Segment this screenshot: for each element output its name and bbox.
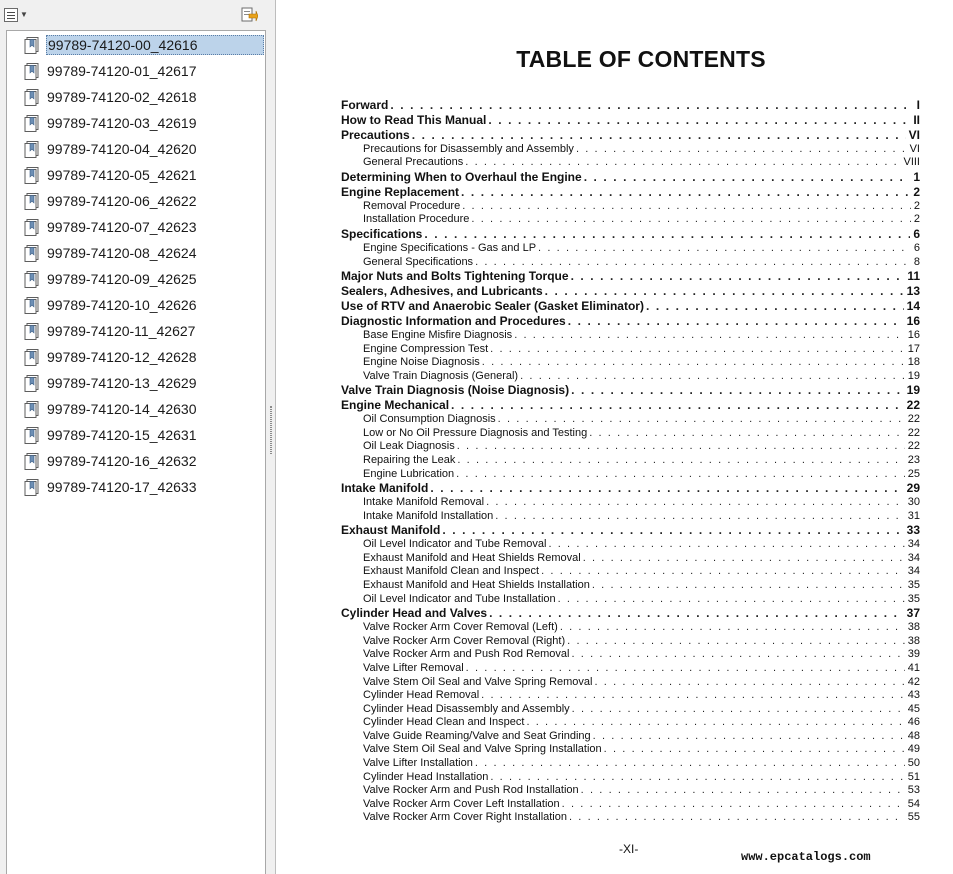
bookmark-page-icon xyxy=(23,348,41,366)
toc-entry-title: Engine Noise Diagnosis xyxy=(363,356,480,369)
toc-entry-page: II xyxy=(913,112,920,127)
toc-subsection-entry[interactable] xyxy=(341,329,920,343)
toc-dot-leader xyxy=(571,383,904,398)
toc-entry-page: 48 xyxy=(907,729,920,742)
toc-dot-leader xyxy=(548,538,904,552)
toc-dot-leader xyxy=(462,200,911,214)
toc-dot-leader xyxy=(456,468,905,482)
toc-dot-leader xyxy=(481,689,905,703)
toc-entry-page: 39 xyxy=(907,648,920,661)
toc-entry-title: Valve Lifter Removal xyxy=(363,661,464,674)
toc-entry-page: 35 xyxy=(907,579,920,591)
toc-entry-title: Exhaust Manifold xyxy=(341,523,441,538)
toc-dot-leader xyxy=(475,757,905,771)
toc-entry-page: 54 xyxy=(907,797,920,810)
toc-subsection-entry[interactable] xyxy=(341,510,920,524)
toc-dot-leader xyxy=(488,113,910,128)
bookmark-page-icon xyxy=(23,452,41,470)
toc-entry-page: 22 xyxy=(907,426,920,439)
bookmark-page-icon xyxy=(23,374,41,392)
toc-section-entry[interactable] xyxy=(341,398,920,413)
toc-subsection-entry[interactable] xyxy=(341,662,920,676)
toc-section-entry[interactable] xyxy=(341,128,920,143)
toc-section-entry[interactable] xyxy=(341,98,920,113)
bookmark-item[interactable] xyxy=(23,242,266,264)
toc-dot-leader xyxy=(465,156,900,170)
toc-entry-title: Engine Replacement xyxy=(341,184,460,199)
toc-entry-title: Exhaust Manifold Clean and Inspect xyxy=(363,565,540,578)
toc-subsection-entry[interactable] xyxy=(341,370,920,384)
toc-entry-page: 37 xyxy=(906,606,920,621)
toc-entry-page: 19 xyxy=(906,383,920,398)
bookmark-label: 99789-74120-13_42629 xyxy=(47,375,197,391)
toc-entry-page: 23 xyxy=(907,453,920,466)
toc-subsection-entry[interactable] xyxy=(341,413,920,427)
toc-dot-leader xyxy=(471,213,910,227)
toc-entry-title: Major Nuts and Bolts Tightening Torque xyxy=(341,269,569,284)
toc-entry-page: 29 xyxy=(906,481,920,496)
bookmark-page-icon xyxy=(23,166,41,184)
toc-dot-leader xyxy=(592,579,905,593)
toc-section-entry[interactable] xyxy=(341,227,920,242)
bookmark-page-icon xyxy=(23,140,41,158)
toc-dot-leader xyxy=(562,798,905,812)
toc-entry-title: Cylinder Head and Valves xyxy=(341,606,488,621)
bookmark-page-icon xyxy=(23,36,41,54)
toc-subsection-entry[interactable] xyxy=(341,552,920,566)
bookmark-item[interactable] xyxy=(23,294,266,316)
toc-section-entry[interactable] xyxy=(341,383,920,398)
toc-entry-title: Cylinder Head Removal xyxy=(363,689,480,702)
toc-subsection-entry[interactable] xyxy=(341,579,920,593)
toc-entry-page: 22 xyxy=(907,413,920,426)
toc-dot-leader xyxy=(589,427,905,441)
bookmark-item[interactable] xyxy=(23,450,266,472)
bookmark-page-icon xyxy=(23,218,41,236)
toc-subsection-entry[interactable] xyxy=(341,743,920,757)
toc-dot-leader xyxy=(538,242,911,256)
toc-dot-leader xyxy=(593,730,905,744)
toc-entry-title: Precautions for Disassembly and Assembly xyxy=(363,142,574,155)
toc-entry-title: Oil Leak Diagnosis xyxy=(363,440,455,453)
bookmark-page-icon xyxy=(23,400,41,418)
bookmark-label: 99789-74120-10_42626 xyxy=(47,297,197,313)
toc-entry-page: 53 xyxy=(907,784,920,797)
toc-entry-title: Valve Rocker Arm and Push Rod Installation xyxy=(363,784,579,797)
toc-dot-leader xyxy=(576,143,907,157)
toc-dot-leader xyxy=(390,98,913,113)
bookmark-label: 99789-74120-17_42633 xyxy=(47,479,197,495)
toc-entry-title: Valve Train Diagnosis (General) xyxy=(363,369,519,382)
toc-dot-leader xyxy=(495,510,905,524)
toc-subsection-entry[interactable] xyxy=(341,565,920,579)
toc-section-entry[interactable] xyxy=(341,523,920,538)
toc-entry-page: 2 xyxy=(913,199,920,212)
toc-section-entry[interactable] xyxy=(341,481,920,496)
options-menu-icon xyxy=(4,8,18,22)
toc-entry-page: 31 xyxy=(907,509,920,522)
toc-entry-page: 2 xyxy=(913,184,920,199)
bookmark-item[interactable] xyxy=(23,346,266,368)
toc-subsection-entry[interactable] xyxy=(341,156,920,170)
toc-entry-page: 19 xyxy=(907,369,920,382)
toc-dot-leader xyxy=(568,314,904,329)
bookmark-page-icon xyxy=(23,478,41,496)
toc-entry-title: Valve Rocker Arm Cover Removal (Right) xyxy=(363,634,566,647)
toc-dot-leader xyxy=(558,593,905,607)
options-menu-button[interactable] xyxy=(4,7,30,23)
bookmark-label: 99789-74120-06_42622 xyxy=(47,193,197,209)
toc-dot-leader xyxy=(490,343,905,357)
toc-subsection-entry[interactable] xyxy=(341,213,920,227)
toc-dot-leader xyxy=(486,496,905,510)
toc-entry-page: 13 xyxy=(906,284,920,299)
toc-subsection-entry[interactable] xyxy=(341,798,920,812)
toc-entry-title: Forward xyxy=(341,98,389,112)
toc-subsection-entry[interactable] xyxy=(341,593,920,607)
toc-dot-leader xyxy=(604,743,905,757)
toc-entry-title: Valve Lifter Installation xyxy=(363,757,473,770)
toc-section-entry[interactable] xyxy=(341,606,920,621)
bookmark-item[interactable] xyxy=(23,34,266,56)
toc-entry-page: 34 xyxy=(907,565,920,578)
bookmark-item[interactable] xyxy=(23,476,266,498)
bookmark-item[interactable] xyxy=(23,112,266,134)
toc-entry-page: 38 xyxy=(907,621,920,634)
toc-entry-page: 38 xyxy=(907,634,920,647)
toc-entry-title: Valve Rocker Arm Cover Right Installation xyxy=(363,811,567,824)
toc-entry-title: Cylinder Head Installation xyxy=(363,770,489,783)
toc-dot-leader xyxy=(594,676,904,690)
toc-entry-page: 33 xyxy=(906,523,920,538)
toc-entry-page: 16 xyxy=(907,328,920,341)
bookmark-page-icon xyxy=(23,322,41,340)
toc-dot-leader xyxy=(584,170,911,185)
toc-entry-page: 16 xyxy=(906,314,920,328)
toc-entry-title: Engine Compression Test xyxy=(363,342,489,355)
bookmark-item[interactable] xyxy=(23,216,266,238)
toc-entry-page: 46 xyxy=(907,716,920,729)
bookmarks-toolbar xyxy=(0,0,276,30)
bookmark-item[interactable] xyxy=(23,164,266,186)
toc-dot-leader xyxy=(490,771,904,785)
toc-section-entry[interactable] xyxy=(341,314,920,329)
toc-entry-title: Valve Guide Reaming/Valve and Seat Grinding xyxy=(363,729,591,742)
toc-entry-page: 51 xyxy=(907,770,920,783)
toc-dot-leader xyxy=(466,662,905,676)
toc-dot-leader xyxy=(482,356,905,370)
toc-entry-title: Exhaust Manifold and Heat Shields Removal xyxy=(363,551,581,564)
table-of-contents xyxy=(341,98,920,825)
bookmark-page-icon xyxy=(23,192,41,210)
toc-entry-page: I xyxy=(916,98,920,112)
toc-subsection-entry[interactable] xyxy=(341,757,920,771)
toc-section-entry[interactable] xyxy=(341,284,920,299)
toc-subsection-entry[interactable] xyxy=(341,440,920,454)
toc-entry-title: Use of RTV and Anaerobic Sealer (Gasket Eliminator) xyxy=(341,299,644,314)
toc-entry-page: 6 xyxy=(913,227,920,242)
toc-entry-title: Cylinder Head Disassembly and Assembly xyxy=(363,702,570,715)
toc-dot-leader xyxy=(461,185,910,200)
bookmark-page-icon xyxy=(23,270,41,288)
toc-entry-title: Installation Procedure xyxy=(363,213,470,226)
page-number: -XI- xyxy=(619,842,639,856)
toc-dot-leader xyxy=(526,716,904,730)
bookmark-page-icon xyxy=(23,244,41,262)
toc-subsection-entry[interactable] xyxy=(341,811,920,825)
bookmark-label: 99789-74120-05_42621 xyxy=(47,167,197,183)
toc-entry-page: VI xyxy=(909,142,920,155)
toc-dot-leader xyxy=(412,128,906,143)
toc-section-entry[interactable] xyxy=(341,170,920,185)
toc-subsection-entry[interactable] xyxy=(341,427,920,441)
toc-entry-page: 45 xyxy=(907,702,920,715)
toc-entry-page: 30 xyxy=(907,496,920,509)
document-page xyxy=(277,0,953,874)
toc-entry-page: 2 xyxy=(913,213,920,226)
toc-subsection-entry[interactable] xyxy=(341,689,920,703)
toc-dot-leader xyxy=(430,481,903,496)
toc-subsection-entry[interactable] xyxy=(341,730,920,744)
toc-entry-page: 43 xyxy=(907,689,920,702)
toc-entry-page: 42 xyxy=(907,675,920,688)
toc-entry-title: Cylinder Head Clean and Inspect xyxy=(363,716,525,729)
toc-entry-title: Valve Rocker Arm and Push Rod Removal xyxy=(363,648,570,661)
toc-entry-title: Engine Lubrication xyxy=(363,467,455,480)
bookmark-item[interactable] xyxy=(23,268,266,290)
toc-entry-page: 25 xyxy=(907,467,920,480)
toc-entry-title: Determining When to Overhaul the Engine xyxy=(341,170,582,184)
toc-entry-title: Oil Level Indicator and Tube Removal xyxy=(363,538,547,551)
toc-section-entry[interactable] xyxy=(341,299,920,314)
bookmark-item[interactable] xyxy=(23,398,266,420)
bookmark-label: 99789-74120-11_42627 xyxy=(47,323,196,339)
toc-dot-leader xyxy=(489,606,904,621)
bookmark-label: 99789-74120-01_42617 xyxy=(47,63,197,79)
toc-dot-leader xyxy=(424,227,910,242)
toc-entry-title: Intake Manifold Removal xyxy=(363,496,485,509)
bookmark-label: 99789-74120-15_42631 xyxy=(47,427,197,443)
toc-subsection-entry[interactable] xyxy=(341,621,920,635)
toc-entry-page: 34 xyxy=(907,551,920,564)
toc-entry-title: Valve Stem Oil Seal and Valve Spring Installation xyxy=(363,743,602,756)
toc-dot-leader xyxy=(514,329,905,343)
toc-entry-page: 22 xyxy=(906,398,920,413)
toc-entry-title: Valve Stem Oil Seal and Valve Spring Removal xyxy=(363,675,593,688)
bookmark-page-icon xyxy=(23,114,41,132)
toc-entry-page: 11 xyxy=(907,269,920,284)
toc-dot-leader xyxy=(567,635,905,649)
toc-entry-page: 55 xyxy=(907,811,920,824)
toc-subsection-entry[interactable] xyxy=(341,496,920,510)
panel-resize-handle[interactable] xyxy=(270,406,272,454)
toc-subsection-entry[interactable] xyxy=(341,771,920,785)
toc-dot-leader xyxy=(646,299,904,314)
bookmark-label: 99789-74120-04_42620 xyxy=(47,141,197,157)
toc-subsection-entry[interactable] xyxy=(341,468,920,482)
bookmark-page-icon xyxy=(23,426,41,444)
expand-bookmark-icon[interactable] xyxy=(240,6,258,24)
toc-subsection-entry[interactable] xyxy=(341,635,920,649)
toc-subsection-entry[interactable] xyxy=(341,784,920,798)
toc-subsection-entry[interactable] xyxy=(341,200,920,214)
toc-dot-leader xyxy=(451,398,904,413)
toc-entry-page: 6 xyxy=(913,242,920,254)
watermark-text: www.epcatalogs.com xyxy=(741,850,871,864)
bookmark-page-icon xyxy=(23,296,41,314)
toc-entry-title: Low or No Oil Pressure Diagnosis and Testing xyxy=(363,426,588,439)
toc-dot-leader xyxy=(571,269,905,284)
bookmark-label: 99789-74120-09_42625 xyxy=(47,271,197,287)
toc-entry-title: Repairing the Leak xyxy=(363,453,456,466)
toc-dot-leader xyxy=(498,413,905,427)
toc-subsection-entry[interactable] xyxy=(341,343,920,357)
toc-subsection-entry[interactable] xyxy=(341,356,920,370)
toc-dot-leader xyxy=(569,811,905,825)
bookmark-item[interactable] xyxy=(23,138,266,160)
toc-dot-leader xyxy=(545,284,904,299)
toc-entry-title: Removal Procedure xyxy=(363,199,461,212)
toc-section-entry[interactable] xyxy=(341,269,920,284)
toc-subsection-entry[interactable] xyxy=(341,676,920,690)
toc-subsection-entry[interactable] xyxy=(341,242,920,256)
toc-entry-title: Base Engine Misfire Diagnosis xyxy=(363,328,513,341)
toc-section-entry[interactable] xyxy=(341,113,920,128)
toc-entry-page: 1 xyxy=(913,170,920,184)
bookmark-label: 99789-74120-16_42632 xyxy=(47,453,197,469)
toc-entry-page: 17 xyxy=(907,342,920,355)
toc-entry-title: Precautions xyxy=(341,127,410,142)
bookmark-page-icon xyxy=(23,88,41,106)
bookmark-label: 99789-74120-14_42630 xyxy=(47,401,197,417)
toc-entry-page: 50 xyxy=(907,757,920,770)
bookmark-item[interactable] xyxy=(23,372,266,394)
toc-subsection-entry[interactable] xyxy=(341,454,920,468)
toc-entry-page: 49 xyxy=(907,743,920,756)
toc-entry-page: 41 xyxy=(907,661,920,674)
toc-entry-title: Engine Specifications - Gas and LP xyxy=(363,242,537,254)
toc-entry-page: 35 xyxy=(907,592,920,605)
toc-entry-page: 22 xyxy=(907,440,920,453)
chevron-down-icon: ▼ xyxy=(20,10,28,19)
toc-dot-leader xyxy=(520,370,905,384)
toc-dot-leader xyxy=(581,784,905,798)
toc-entry-title: Oil Level Indicator and Tube Installation xyxy=(363,592,556,605)
toc-entry-title: Intake Manifold xyxy=(341,481,429,496)
toc-entry-title: General Precautions xyxy=(363,156,464,169)
toc-entry-title: Exhaust Manifold and Heat Shields Installation xyxy=(363,579,590,591)
toc-subsection-entry[interactable] xyxy=(341,538,920,552)
toc-entry-title: Oil Consumption Diagnosis xyxy=(363,413,496,426)
bookmark-label: 99789-74120-12_42628 xyxy=(47,349,197,365)
bookmark-page-icon xyxy=(23,62,41,80)
toc-entry-title: Diagnostic Information and Procedures xyxy=(341,314,566,328)
toc-entry-page: 14 xyxy=(906,299,920,314)
toc-dot-leader xyxy=(541,565,905,579)
toc-dot-leader xyxy=(572,703,905,717)
bookmark-item[interactable] xyxy=(23,424,266,446)
toc-dot-leader xyxy=(583,552,905,566)
bookmark-label: 99789-74120-08_42624 xyxy=(47,245,197,261)
toc-entry-page: VIII xyxy=(903,156,920,169)
toc-entry-title: Intake Manifold Installation xyxy=(363,509,494,522)
toc-entry-title: Valve Rocker Arm Cover Removal (Left) xyxy=(363,621,558,634)
toc-entry-title: How to Read This Manual xyxy=(341,112,487,127)
bookmark-tree[interactable] xyxy=(6,30,266,874)
bookmark-label: 99789-74120-07_42623 xyxy=(47,219,197,235)
toc-entry-page: VI xyxy=(908,127,920,142)
toc-subsection-entry[interactable] xyxy=(341,256,920,270)
bookmark-item[interactable] xyxy=(23,60,266,82)
bookmark-label: 99789-74120-03_42619 xyxy=(47,115,197,131)
toc-dot-leader xyxy=(457,454,904,468)
bookmark-item[interactable] xyxy=(23,320,266,342)
bookmark-item[interactable] xyxy=(23,86,266,108)
toc-entry-title: Valve Train Diagnosis (Noise Diagnosis) xyxy=(341,383,570,398)
toc-entry-page: 8 xyxy=(913,255,920,268)
toc-subsection-entry[interactable] xyxy=(341,143,920,157)
page-title: TABLE OF CONTENTS xyxy=(516,46,766,72)
toc-entry-title: Valve Rocker Arm Cover Left Installation xyxy=(363,797,560,810)
toc-dot-leader xyxy=(475,256,911,270)
toc-entry-title: General Specifications xyxy=(363,255,474,268)
bookmark-label: 99789-74120-00_42616 xyxy=(46,35,264,55)
toc-entry-title: Sealers, Adhesives, and Lubricants xyxy=(341,284,543,299)
bookmark-item[interactable] xyxy=(23,190,266,212)
toc-entry-title: Engine Mechanical xyxy=(341,398,450,413)
toc-subsection-entry[interactable] xyxy=(341,648,920,662)
toc-entry-page: 34 xyxy=(907,538,920,551)
toc-entry-title: Specifications xyxy=(341,227,423,242)
toc-subsection-entry[interactable] xyxy=(341,716,920,730)
toc-entry-page: 18 xyxy=(907,356,920,369)
toc-section-entry[interactable] xyxy=(341,185,920,200)
toc-dot-leader xyxy=(560,621,905,635)
bookmarks-panel xyxy=(0,0,276,874)
toc-dot-leader xyxy=(457,440,905,454)
bookmark-label: 99789-74120-02_42618 xyxy=(47,89,197,105)
toc-dot-leader xyxy=(571,648,904,662)
toc-dot-leader xyxy=(442,523,903,538)
toc-subsection-entry[interactable] xyxy=(341,703,920,717)
